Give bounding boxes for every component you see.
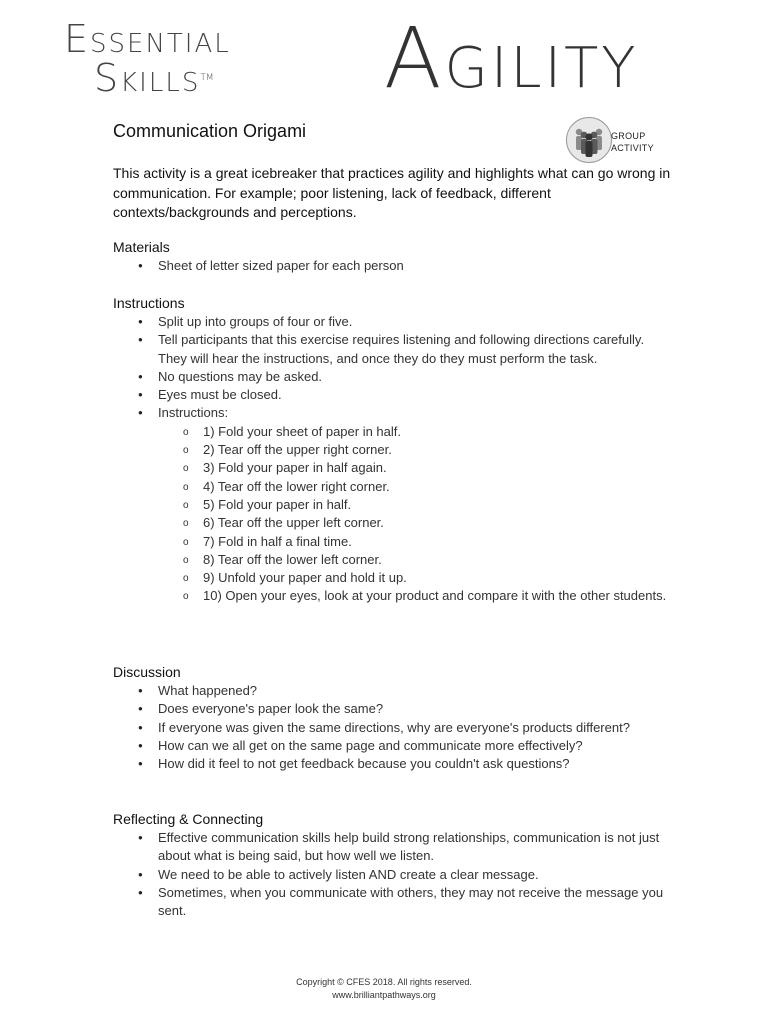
footer-url: www.brilliantpathways.org xyxy=(332,990,436,1000)
instructions-section xyxy=(113,294,673,606)
list-item: ● What happened? xyxy=(113,682,673,700)
reflecting-section xyxy=(113,810,673,920)
step-item: o 4) Tear off the lower right corner. xyxy=(158,478,673,496)
step-item: o 3) Fold your paper in half again. xyxy=(158,459,673,477)
steps-list xyxy=(158,423,673,606)
step-item: o 7) Fold in half a final time. xyxy=(158,533,673,551)
step-item: o 9) Unfold your paper and hold it up. xyxy=(158,569,673,587)
list-item: ● Tell participants that this exercise requires listening and following directions carefully. They will hear the instructions, and once they do they must perform the task. xyxy=(113,331,673,368)
step-item: o 1) Fold your sheet of paper in half. xyxy=(158,423,673,441)
list-item: ● Eyes must be closed. xyxy=(113,386,673,404)
list-item: ● We need to be able to actively listen AND create a clear message. xyxy=(113,866,673,884)
list-item: ● Instructions: o 1) Fold your sheet of paper in half. o 2) Tear off the upper right corner. o 3) Fold your paper in half again. o 4) Tear off the lower right corner. o 5) Fold your paper in half. o 6) Tear off the upper left corner. o 7) Fold in half a final time. o 8) Tear off the lower left corner. o 9) Unfold your paper and hold it up. o 10) Open your eyes, look at your product and compare it with the other students. xyxy=(113,404,673,605)
list-item: ● Sheet of letter sized paper for each person xyxy=(113,257,673,275)
list-item: ● No questions may be asked. xyxy=(113,368,673,386)
list-item: ● If everyone was given the same directions, why are everyone's products different? xyxy=(113,719,673,737)
page-footer xyxy=(0,976,768,1002)
agility-logo: AGILITY xyxy=(384,9,639,107)
section-heading: Materials xyxy=(113,239,170,255)
group-people-icon xyxy=(566,117,612,163)
copyright-text: Copyright © CFES 2018. All rights reserved. xyxy=(296,977,472,987)
logo-line-essential: ESSENTIAL xyxy=(64,17,231,61)
section-heading: Reflecting & Connecting xyxy=(113,811,264,827)
section-heading: Instructions xyxy=(113,295,185,311)
logo-line-skills: SKILLS™ xyxy=(94,56,214,100)
list-item: ● Effective communication skills help build strong relationships, communication is not just about what is being said, but how well we listen. xyxy=(113,829,673,866)
list-item: ● How did it feel to not get feedback because you couldn't ask questions? xyxy=(113,755,673,773)
step-item: o 2) Tear off the upper right corner. xyxy=(158,441,673,459)
essential-skills-logo xyxy=(64,17,231,100)
intro-paragraph: This activity is a great icebreaker that practices agility and highlights what can go wrong in communication. For example; poor listening, lack of feedback, different contexts/backgrounds and perceptions. xyxy=(113,165,671,220)
materials-section xyxy=(113,238,673,275)
step-item: o 5) Fold your paper in half. xyxy=(158,496,673,514)
step-item: o 8) Tear off the lower left corner. xyxy=(158,551,673,569)
page-title: Communication Origami xyxy=(113,121,307,141)
step-item: o 6) Tear off the upper left corner. xyxy=(158,514,673,532)
list-item: ● Does everyone's paper look the same? xyxy=(113,700,673,718)
badge-label: GROUP ACTIVITY xyxy=(611,131,654,153)
list-item: ● Split up into groups of four or five. xyxy=(113,313,673,331)
list-item: ● How can we all get on the same page and communicate more effectively? xyxy=(113,737,673,755)
step-item: o 10) Open your eyes, look at your product and compare it with the other students. xyxy=(158,587,673,605)
section-heading: Discussion xyxy=(113,664,181,680)
list-item: ● Sometimes, when you communicate with others, they may not receive the message you sent. xyxy=(113,884,673,921)
discussion-section xyxy=(113,663,673,773)
group-activity-badge xyxy=(566,117,662,165)
